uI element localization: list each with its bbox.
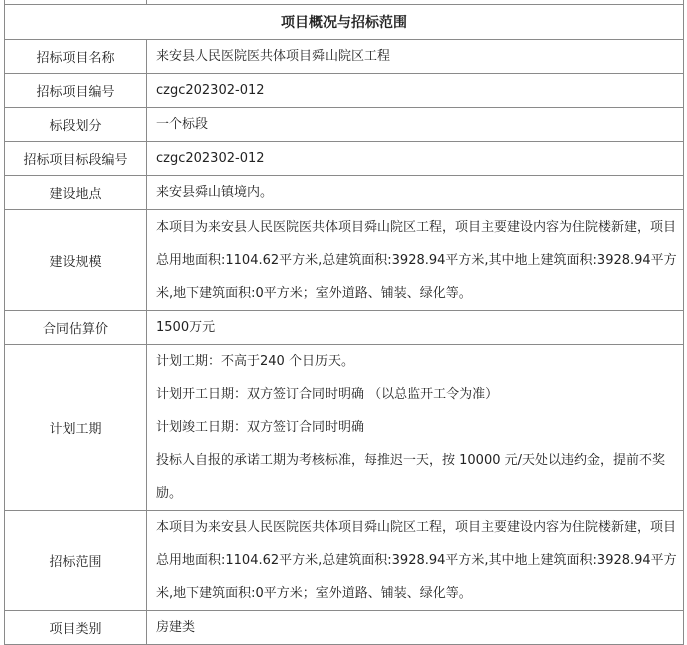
schedule-line: 计划竣工日期：双方签订合同时明确 <box>156 420 365 435</box>
row-value: 1500万元 <box>147 311 684 345</box>
section-title: 项目概况与招标范围 <box>5 5 684 40</box>
row-label: 招标项目标段编号 <box>5 142 147 176</box>
row-value: czgc202302-012 <box>147 74 684 108</box>
row-label: 标段划分 <box>5 108 147 142</box>
row-label: 计划工期 <box>5 345 147 511</box>
schedule-line: 计划工期：不高于240 个日历天。 <box>156 354 354 369</box>
schedule-cell <box>147 345 684 511</box>
row-value: 一个标段 <box>147 108 684 142</box>
table-row <box>5 345 684 511</box>
row-label: 建设地点 <box>5 176 147 210</box>
table-row <box>5 511 684 611</box>
table-row <box>5 311 684 345</box>
row-value: 来安县舜山镇境内。 <box>147 176 684 210</box>
schedule-line: 投标人自报的承诺工期为考核标准，每推迟一天，按 10000 元/天处以违约金，提前不奖励。 <box>156 453 666 501</box>
table-row <box>5 611 684 645</box>
row-label: 项目类别 <box>5 611 147 645</box>
table-row <box>5 74 684 108</box>
project-overview-table <box>4 0 684 645</box>
row-value: 本项目为来安县人民医院医共体项目舜山院区工程，项目主要建设内容为住院楼新建，项目总用地面积:1104.62平方米,总建筑面积:3928.94平方米,其中地上建筑面积:3928.94平方米,地下建筑面积:0平方米；室外道路、铺装、绿化等。 <box>147 210 684 311</box>
row-value: 来安县人民医院医共体项目舜山院区工程 <box>147 40 684 74</box>
row-label: 建设规模 <box>5 210 147 311</box>
row-label: 合同估算价 <box>5 311 147 345</box>
table-row <box>5 108 684 142</box>
table-row <box>5 40 684 74</box>
row-value: 本项目为来安县人民医院医共体项目舜山院区工程，项目主要建设内容为住院楼新建，项目总用地面积:1104.62平方米,总建筑面积:3928.94平方米,其中地上建筑面积:3928.94平方米,地下建筑面积:0平方米；室外道路、铺装、绿化等。 <box>147 511 684 611</box>
schedule-line: 计划开工日期：双方签订合同时明确 （以总监开工令为准） <box>156 387 499 402</box>
section-title-row <box>5 5 684 40</box>
row-label: 招标范围 <box>5 511 147 611</box>
row-value: 房建类 <box>147 611 684 645</box>
table-row <box>5 142 684 176</box>
row-value: czgc202302-012 <box>147 142 684 176</box>
table-row <box>5 176 684 210</box>
row-label: 招标项目名称 <box>5 40 147 74</box>
row-label: 招标项目编号 <box>5 74 147 108</box>
table-row <box>5 210 684 311</box>
